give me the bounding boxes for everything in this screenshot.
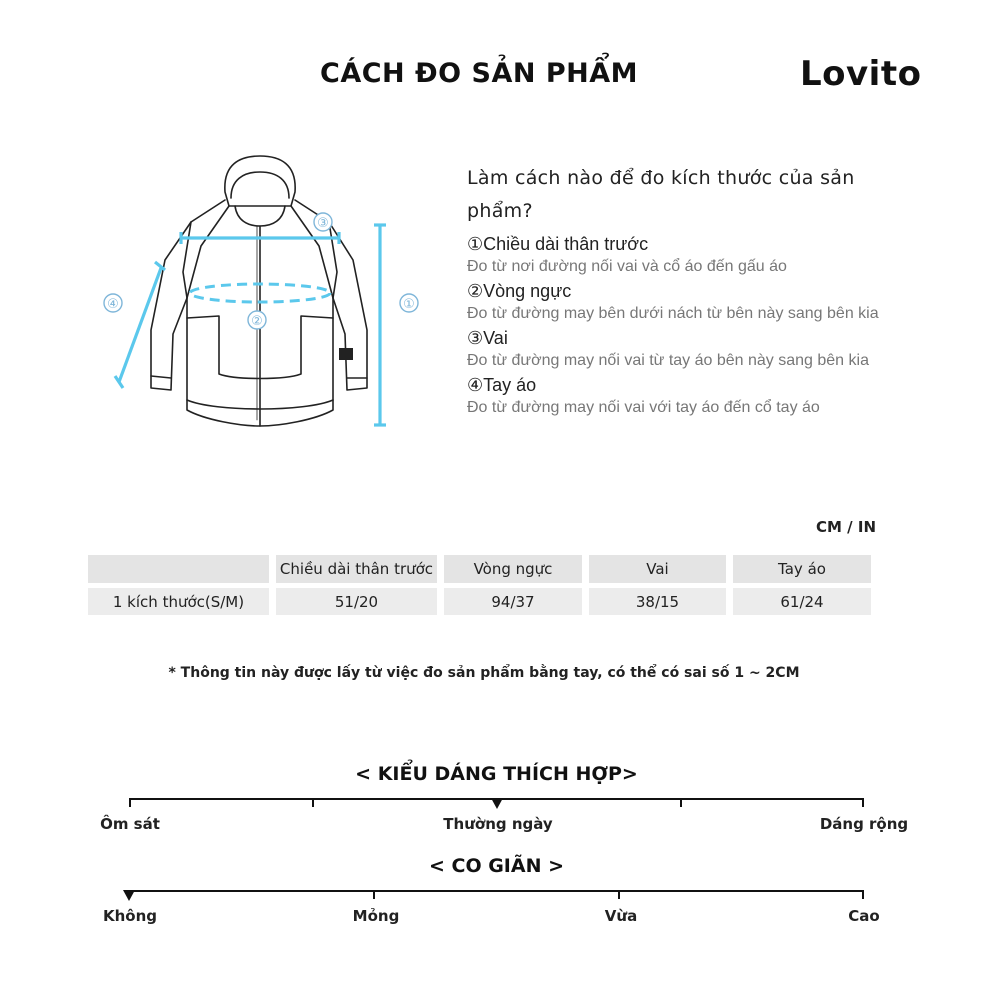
measure-item-desc: Đo từ đường may bên dưới nách từ bên này sang bên kia	[467, 305, 879, 322]
callout-4: ④	[107, 297, 119, 312]
fit-label-dang-rong: Dáng rộng	[819, 815, 909, 833]
fit-label-thuong-ngay: Thường ngày	[443, 815, 553, 833]
stretch-label-khong: Không	[102, 907, 158, 925]
table-cell: 51/20	[276, 588, 437, 615]
jacket-diagram	[95, 150, 430, 435]
measure-item-title: ③Vai	[467, 328, 508, 348]
sleeve-measure-line	[115, 262, 165, 388]
measure-item-desc: Đo từ đường may nối vai với tay áo đến cổ tay áo	[467, 399, 820, 416]
measure-item-desc: Đo từ đường may nối vai từ tay áo bên này sang bên kia	[467, 352, 869, 369]
stretch-label-vua: Vừa	[604, 907, 638, 925]
table-header-cell: Tay áo	[733, 555, 871, 583]
fit-scale-marker	[491, 798, 503, 809]
measure-item-desc: Đo từ nơi đường nối vai và cổ áo đến gấu áo	[467, 258, 787, 275]
page-title: CÁCH ĐO SẢN PHẨM	[320, 58, 638, 89]
measurement-note: * Thông tin này được lấy từ việc đo sản phẩm bằng tay, có thể có sai số 1 ~ 2CM	[168, 665, 800, 681]
fit-scale-title: < KIỂU DÁNG THÍCH HỢP>	[355, 763, 638, 785]
measure-item-title: ①Chiều dài thân trước	[467, 234, 649, 254]
table-cell: 61/24	[733, 588, 871, 615]
howto-question: Làm cách nào để đo kích thước của sản phẩm?	[467, 167, 855, 222]
stretch-scale-marker	[123, 890, 135, 901]
callout-3: ③	[317, 216, 329, 231]
stretch-scale-title: < CO GIÃN >	[428, 855, 565, 877]
sleeve-label-patch	[339, 348, 353, 360]
table-header-cell: Vòng ngực	[444, 555, 582, 583]
measure-item-title: ④Tay áo	[467, 375, 537, 395]
table-cell: 1 kích thước(S/M)	[88, 588, 269, 615]
unit-label: CM / IN	[816, 518, 876, 536]
stretch-label-cao: Cao	[848, 907, 880, 925]
table-header-cell: Chiều dài thân trước	[276, 555, 437, 583]
table-cell: 94/37	[444, 588, 582, 615]
callout-2: ②	[251, 314, 263, 329]
callout-1: ①	[403, 297, 415, 312]
jacket-outline	[151, 156, 367, 426]
length-measure-line	[374, 225, 386, 425]
measure-item-title: ②Vòng ngực	[467, 281, 572, 301]
fit-label-om-sat: Ôm sát	[100, 815, 160, 833]
table-cell: 38/15	[589, 588, 726, 615]
table-header-cell: Vai	[589, 555, 726, 583]
brand-logo: Lovito	[800, 54, 922, 94]
stretch-label-mong: Mỏng	[352, 907, 400, 925]
table-header-cell	[88, 555, 269, 583]
